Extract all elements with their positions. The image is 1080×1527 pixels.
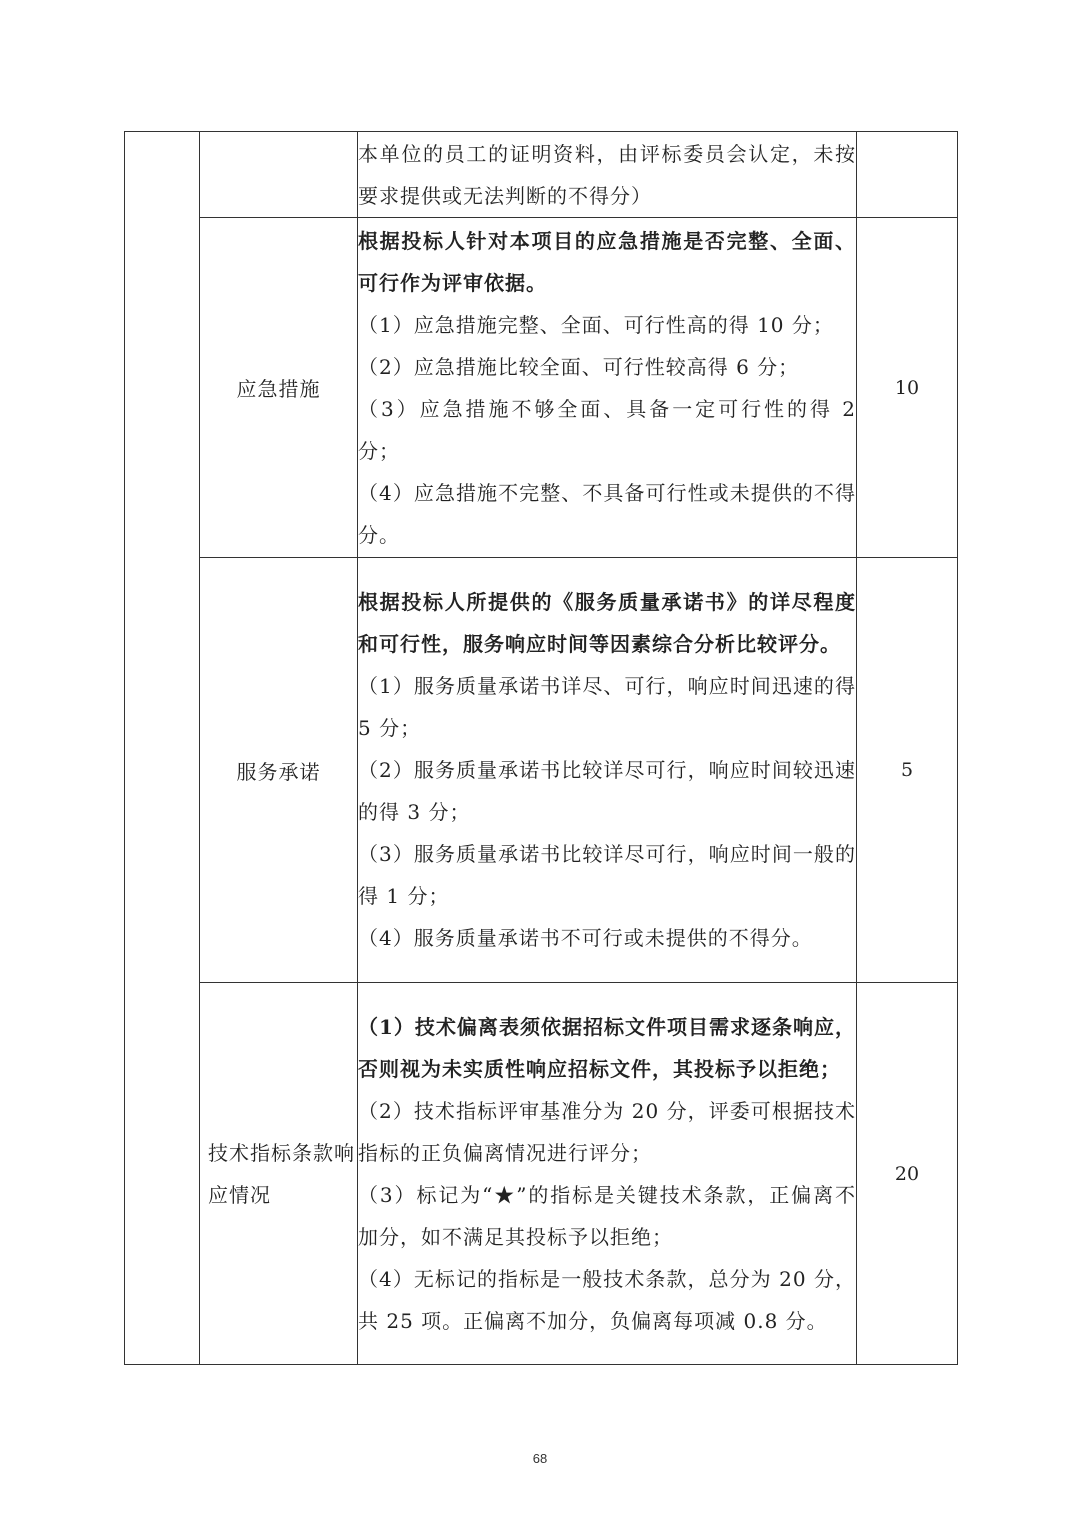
description-line: （3）应急措施不够全面、具备一定可行性的得 2 分；	[358, 396, 856, 463]
score-cell: 10	[857, 218, 958, 558]
description-line: （4）无标记的指标是一般技术条款，总分为 20 分，共 25 项。正偏离不加分，负偏离每项减 0.8 分。	[358, 1266, 856, 1333]
criterion-cell	[200, 132, 358, 218]
table-row	[125, 218, 958, 558]
description-line: （3）服务质量承诺书比较详尽可行，响应时间一般的得 1 分；	[358, 842, 856, 908]
description-line: （4）服务质量承诺书不可行或未提供的不得分。	[358, 926, 813, 950]
criterion-description	[358, 558, 857, 983]
description-line: （1）应急措施完整、全面、可行性高的得 10 分；	[358, 312, 834, 337]
score-cell	[857, 132, 958, 218]
description-line: 根据投标人所提供的《服务质量承诺书》的详尽程度和可行性，服务响应时间等因素综合分析比较评分。	[358, 590, 856, 656]
table-row	[125, 132, 958, 218]
description-line: （2）应急措施比较全面、可行性较高得 6 分；	[358, 354, 800, 379]
criterion-cell: 服务承诺	[200, 558, 358, 983]
score-cell: 20	[857, 983, 958, 1365]
description-line: （1）技术偏离表须依据招标文件项目需求逐条响应，否则视为未实质性响应招标文件，其投标予以拒绝；	[358, 1014, 856, 1081]
table-row	[125, 983, 958, 1365]
description-line: （2）技术指标评审基准分为 20 分，评委可根据技术指标的正负偏离情况进行评分；	[358, 1098, 856, 1165]
description-line: （3）标记为“★”的指标是关键技术条款，正偏离不加分，如不满足其投标予以拒绝；	[358, 1182, 856, 1249]
criterion-cell: 技术指标条款响应情况	[200, 983, 358, 1365]
criterion-cell: 应急措施	[200, 218, 358, 558]
description-line: （4）应急措施不完整、不具备可行性或未提供的不得分。	[358, 480, 856, 547]
criterion-description	[358, 983, 857, 1365]
description-line: （1）服务质量承诺书详尽、可行，响应时间迅速的得 5 分；	[358, 674, 856, 740]
scoring-table	[124, 131, 958, 1365]
criterion-description	[358, 132, 857, 218]
page-number: 68	[532, 1451, 548, 1466]
criterion-description	[358, 218, 857, 558]
description-line: 本单位的员工的证明资料，由评标委员会认定，未按要求提供或无法判断的不得分）	[358, 141, 856, 208]
description-line: 根据投标人针对本项目的应急措施是否完整、全面、可行作为评审依据。	[358, 228, 856, 295]
description-line: （2）服务质量承诺书比较详尽可行，响应时间较迅速的得 3 分；	[358, 758, 856, 824]
table-row	[125, 558, 958, 983]
merged-category-cell	[125, 132, 200, 1365]
score-cell: 5	[857, 558, 958, 983]
